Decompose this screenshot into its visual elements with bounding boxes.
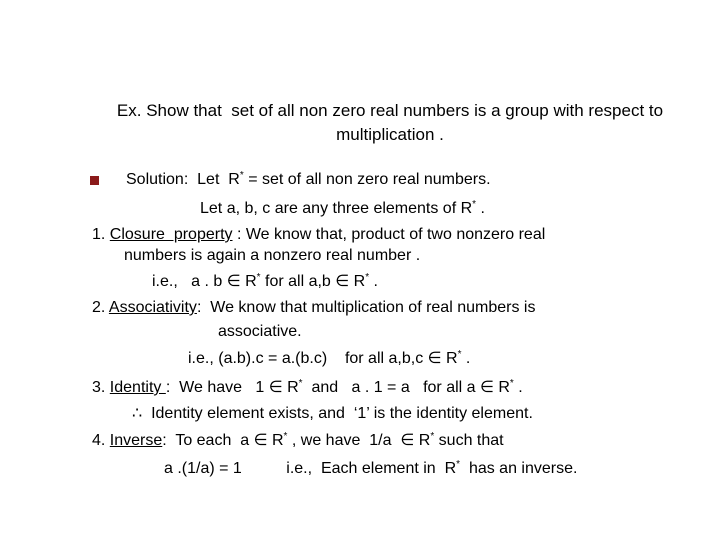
inverse-line: 4. Inverse: To each a ∈ R* , we have 1/a ∈ R* such that [92,431,504,449]
associativity-ie-line: i.e., (a.b).c = a.(b.c) for all a,b,c ∈ R* . [188,349,471,367]
closure-line: 1. Closure property : We know that, product of two nonzero real [92,226,546,243]
inverse-heading: Inverse [109,432,163,449]
associativity-continuation: associative. [218,323,302,340]
bullet-square-icon [90,176,99,185]
title-line-2: multiplication . [336,125,444,144]
associativity-heading: Associativity [108,299,197,316]
closure-ie-line: i.e., a . b ∈ R* for all a,b ∈ R* . [152,272,378,290]
closure-heading: Closure property [109,226,233,243]
closure-continuation: numbers is again a nonzero real number . [124,247,421,264]
solution-line: Solution: Let R* = set of all non zero real numbers. [126,170,491,188]
title-line-1: Ex. Show that set of all non zero real numbers is a group with respect to [116,101,664,120]
associativity-line: 2. Associativity: We know that multiplication of real numbers is [92,299,536,316]
identity-heading: Identity [109,379,166,396]
let-line: Let a, b, c are any three elements of R* . [200,199,485,217]
inverse-last-line: a .(1/a) = 1 i.e., Each element in R* has an inverse. [164,459,578,477]
identity-therefore-line: ∴ Identity element exists, and ‘1’ is the identity element. [132,405,533,422]
identity-line: 3. Identity : We have 1 ∈ R* and a . 1 = a for all a ∈ R* . [92,378,523,396]
